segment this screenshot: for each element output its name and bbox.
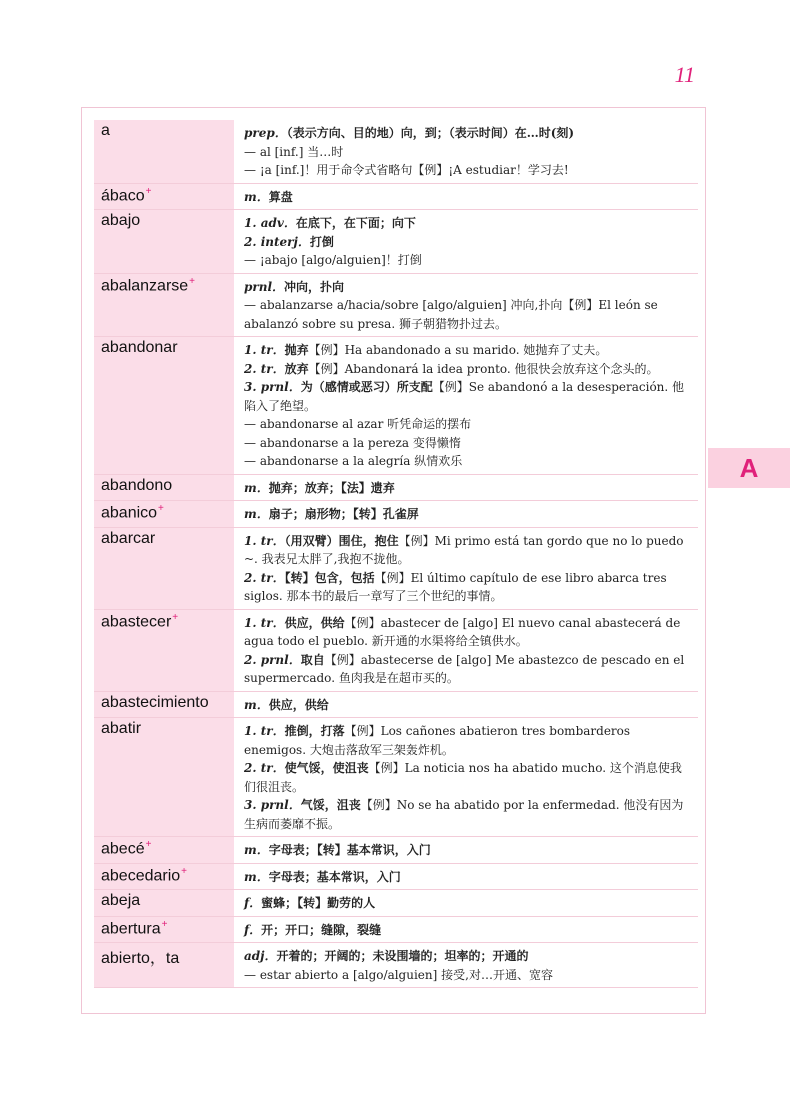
dictionary-entry: [94, 274, 698, 338]
part-of-speech: 2. interj．: [244, 234, 310, 249]
example-text: 【例】abastecerse de [algo] Me abastezco de pescado en el supermercado. 鱼肉我是在超市买的。: [244, 652, 685, 685]
definition-line: [244, 841, 692, 860]
headword-text: abalanzarse: [101, 276, 189, 294]
definition-line: [244, 360, 692, 379]
dictionary-entry: [94, 864, 698, 891]
part-of-speech: 2. tr．: [244, 361, 285, 376]
headword: [94, 610, 234, 691]
dictionary-entry: [94, 120, 698, 184]
headword: [94, 337, 234, 474]
definition-line: [244, 452, 692, 471]
headword: [94, 943, 234, 987]
definition-text: 供应，供给: [268, 697, 329, 712]
example-text: 【例】Abandonará la idea pronto. 他很快会放弃这个念头的。: [308, 361, 659, 376]
part-of-speech: 2. tr．: [244, 570, 285, 585]
definition-text: 【转】包含，包括: [284, 570, 375, 585]
dictionary-entry: [94, 943, 698, 988]
headword: [94, 890, 234, 916]
headword: [94, 475, 234, 501]
definition-line: [244, 233, 692, 252]
headword: [94, 692, 234, 718]
definitions: [234, 120, 698, 183]
headword-text: abajo: [101, 212, 141, 229]
dictionary-entry: [94, 917, 698, 944]
example-text: 【例】Ha abandonado a su marido. 她抛弃了丈夫。: [308, 343, 608, 357]
definition-line: [244, 188, 692, 207]
definition-text: 开着的；开阔的；未设围墙的；坦率的；开通的: [276, 949, 529, 963]
definitions: [234, 337, 698, 474]
headword-text: abastecer: [101, 612, 172, 630]
example-text: — abandonarse al azar 听凭命运的摆布: [244, 417, 472, 431]
headword: [94, 917, 234, 943]
definition-line: [244, 505, 692, 524]
part-of-speech: m．: [244, 843, 269, 857]
part-of-speech: 3. prnl．: [244, 380, 301, 394]
dictionary-entry: [94, 210, 698, 274]
dictionary-entry: [94, 610, 698, 692]
example-text: — estar abierto a [algo/alguien] 接受,对…开通、宽容: [244, 967, 553, 982]
part-of-speech: f．: [244, 922, 262, 937]
definition-line: [244, 868, 692, 887]
headword-text: abecedario: [101, 866, 181, 884]
plus-marker: +: [172, 611, 179, 623]
definition-text: 在底下，在下面；向下: [295, 216, 416, 230]
definition-line: [244, 479, 692, 498]
definition-line: [244, 251, 692, 270]
headword: [94, 718, 234, 836]
part-of-speech: 1. tr．: [244, 615, 285, 630]
dictionary-entries: [94, 120, 698, 988]
definition-text: 扇子；扇形物；【转】孔雀屏: [268, 507, 419, 521]
headword: [94, 274, 234, 337]
definition-text: 供应，供给: [284, 615, 345, 630]
definition-line: [244, 696, 692, 715]
headword-text: a: [101, 122, 110, 139]
definitions: [234, 184, 698, 210]
example-text: 【例】abastecer de [algo] El nuevo canal abastecerá de agua todo el pueblo. 新开通的水渠将给全镇供水。: [244, 615, 681, 648]
part-of-speech: 2. prnl．: [244, 652, 301, 667]
definitions: [234, 210, 698, 273]
definition-text: 开；开口；缝隙，裂缝: [261, 922, 382, 937]
definitions: [234, 610, 698, 691]
dictionary-entry: [94, 837, 698, 864]
headword-text: abandono: [101, 476, 173, 494]
definition-text: 为（感情或恶习）所支配: [300, 380, 433, 394]
example-text: 【例】La noticia nos ha abatido mucho. 这个消息使我们很沮丧。: [244, 761, 682, 794]
plus-marker: +: [181, 865, 188, 877]
dictionary-entry: [94, 528, 698, 610]
part-of-speech: 2. tr．: [244, 761, 285, 775]
part-of-speech: adj．: [244, 949, 277, 963]
example-text: — al [inf.] 当…时: [244, 144, 344, 159]
definition-text: 推倒，打落: [284, 724, 345, 738]
dictionary-entry: [94, 501, 698, 528]
definition-line: [244, 278, 692, 297]
definition-line: [244, 532, 692, 569]
definition-line: [244, 722, 692, 759]
example-text: — abandonarse a la alegría 纵情欢乐: [244, 454, 463, 468]
part-of-speech: m．: [244, 189, 269, 204]
definition-text: 取自: [300, 652, 325, 667]
headword-text: abarcar: [101, 529, 156, 547]
headword-text: abierto，ta: [101, 950, 180, 967]
headword-text: abanico: [101, 504, 158, 522]
part-of-speech: prnl．: [244, 279, 284, 294]
example-text: — ¡abajo [algo/alguien]！打倒: [244, 253, 422, 267]
definition-line: [244, 161, 692, 180]
definition-text: 蜜蜂；【转】勤劳的人: [261, 896, 376, 910]
definition-line: [244, 614, 692, 651]
headword-text: abastecimiento: [101, 693, 209, 711]
definitions: [234, 692, 698, 718]
definitions: [234, 274, 698, 337]
example-text: — abalanzarse a/hacia/sobre [algo/alguien] 冲向,扑向【例】El león se abalanzó sobre su presa. 狮子朝猎物扑过去。: [244, 298, 658, 331]
part-of-speech: 1. tr．: [244, 724, 285, 738]
definitions: [234, 917, 698, 943]
definition-line: [244, 569, 692, 606]
part-of-speech: m．: [244, 480, 269, 495]
headword-text: abeja: [101, 892, 141, 909]
example-text: 【例】El último capítulo de ese libro abarca tres siglos. 那本书的最后一章写了三个世纪的事情。: [244, 570, 667, 603]
plus-marker: +: [158, 503, 164, 514]
dictionary-entry: [94, 692, 698, 719]
definition-text: （用双臂）围住，抱住: [284, 533, 399, 548]
definition-text: 打倒: [309, 234, 334, 249]
part-of-speech: 3. prnl．: [244, 798, 301, 812]
definitions: [234, 475, 698, 501]
plus-marker: +: [145, 185, 152, 197]
part-of-speech: m．: [244, 507, 269, 521]
example-text: 【例】Se abandonó a la desesperación. 他陷入了绝望。: [244, 380, 685, 413]
definitions: [234, 718, 698, 836]
dictionary-entry: [94, 718, 698, 837]
definition-text: （表示方向、目的地）向，到；（表示时间）在…时(刻): [286, 126, 575, 140]
headword: [94, 120, 234, 183]
definition-text: 字母表；【转】基本常识，入门: [268, 843, 431, 857]
definition-line: [244, 214, 692, 233]
definition-line: [244, 921, 692, 940]
definition-line: [244, 296, 692, 333]
definition-text: 抛弃: [284, 343, 309, 357]
definition-text: 冲向，扑向: [284, 279, 345, 294]
example-text: — abandonarse a la pereza 变得懒惰: [244, 435, 461, 450]
plus-marker: +: [189, 275, 196, 287]
definition-line: [244, 341, 692, 360]
part-of-speech: 1. tr．: [244, 343, 285, 357]
headword-text: abecé: [101, 840, 145, 858]
definition-text: 放弃: [284, 361, 309, 376]
definition-line: [244, 434, 692, 453]
definition-line: [244, 966, 692, 985]
definition-text: 抛弃；放弃；【法】遗弃: [268, 480, 395, 495]
definition-line: [244, 415, 692, 434]
page-number: 11: [674, 62, 695, 87]
definition-line: [244, 796, 692, 833]
definition-line: [244, 124, 692, 143]
part-of-speech: 1. adv．: [244, 216, 296, 230]
plus-marker: +: [145, 839, 152, 850]
definitions: [234, 943, 698, 987]
definitions: [234, 837, 698, 863]
example-text: 【例】Los cañones abatieron tres bombarderos enemigos. 大炮击落敌军三架轰炸机。: [244, 724, 631, 757]
dictionary-entry: [94, 475, 698, 502]
definition-line: [244, 651, 692, 688]
headword: [94, 501, 234, 527]
headword: [94, 210, 234, 273]
definitions: [234, 528, 698, 609]
definition-text: 字母表；基本常识，入门: [268, 869, 401, 884]
example-text: 【例】Mi primo está tan gordo que no lo puedo ~. 我表兄太胖了,我抱不拢他。: [244, 533, 684, 566]
definition-text: 算盘: [268, 189, 293, 204]
part-of-speech: 1. tr．: [244, 533, 285, 548]
dictionary-entry: [94, 890, 698, 917]
headword-text: abatir: [101, 720, 142, 737]
definition-line: [244, 759, 692, 796]
definition-line: [244, 143, 692, 162]
dictionary-entry: [94, 337, 698, 475]
definition-line: [244, 378, 692, 415]
part-of-speech: prep．: [244, 126, 287, 140]
part-of-speech: m．: [244, 869, 269, 884]
headword: [94, 184, 234, 210]
definition-text: 气馁，沮丧: [300, 798, 361, 812]
plus-marker: +: [161, 918, 168, 930]
headword-text: abandonar: [101, 339, 178, 356]
headword: [94, 528, 234, 609]
example-text: 【例】No se ha abatido por la enfermedad. 他没有因为生病而萎靡不振。: [244, 798, 684, 831]
headword: [94, 837, 234, 863]
headword-text: abertura: [101, 919, 161, 937]
part-of-speech: f．: [244, 896, 262, 910]
definition-line: [244, 947, 692, 966]
definitions: [234, 864, 698, 890]
example-text: — ¡a [inf.]！用于命令式省略句【例】¡A estudiar！学习去!: [244, 163, 569, 177]
headword: [94, 864, 234, 890]
dictionary-entry: [94, 184, 698, 211]
definition-line: [244, 894, 692, 913]
definitions: [234, 890, 698, 916]
definitions: [234, 501, 698, 527]
section-letter-tab: A: [708, 448, 790, 488]
part-of-speech: m．: [244, 697, 269, 712]
headword-text: ábaco: [101, 186, 145, 204]
definition-text: 使气馁，使沮丧: [284, 761, 369, 775]
